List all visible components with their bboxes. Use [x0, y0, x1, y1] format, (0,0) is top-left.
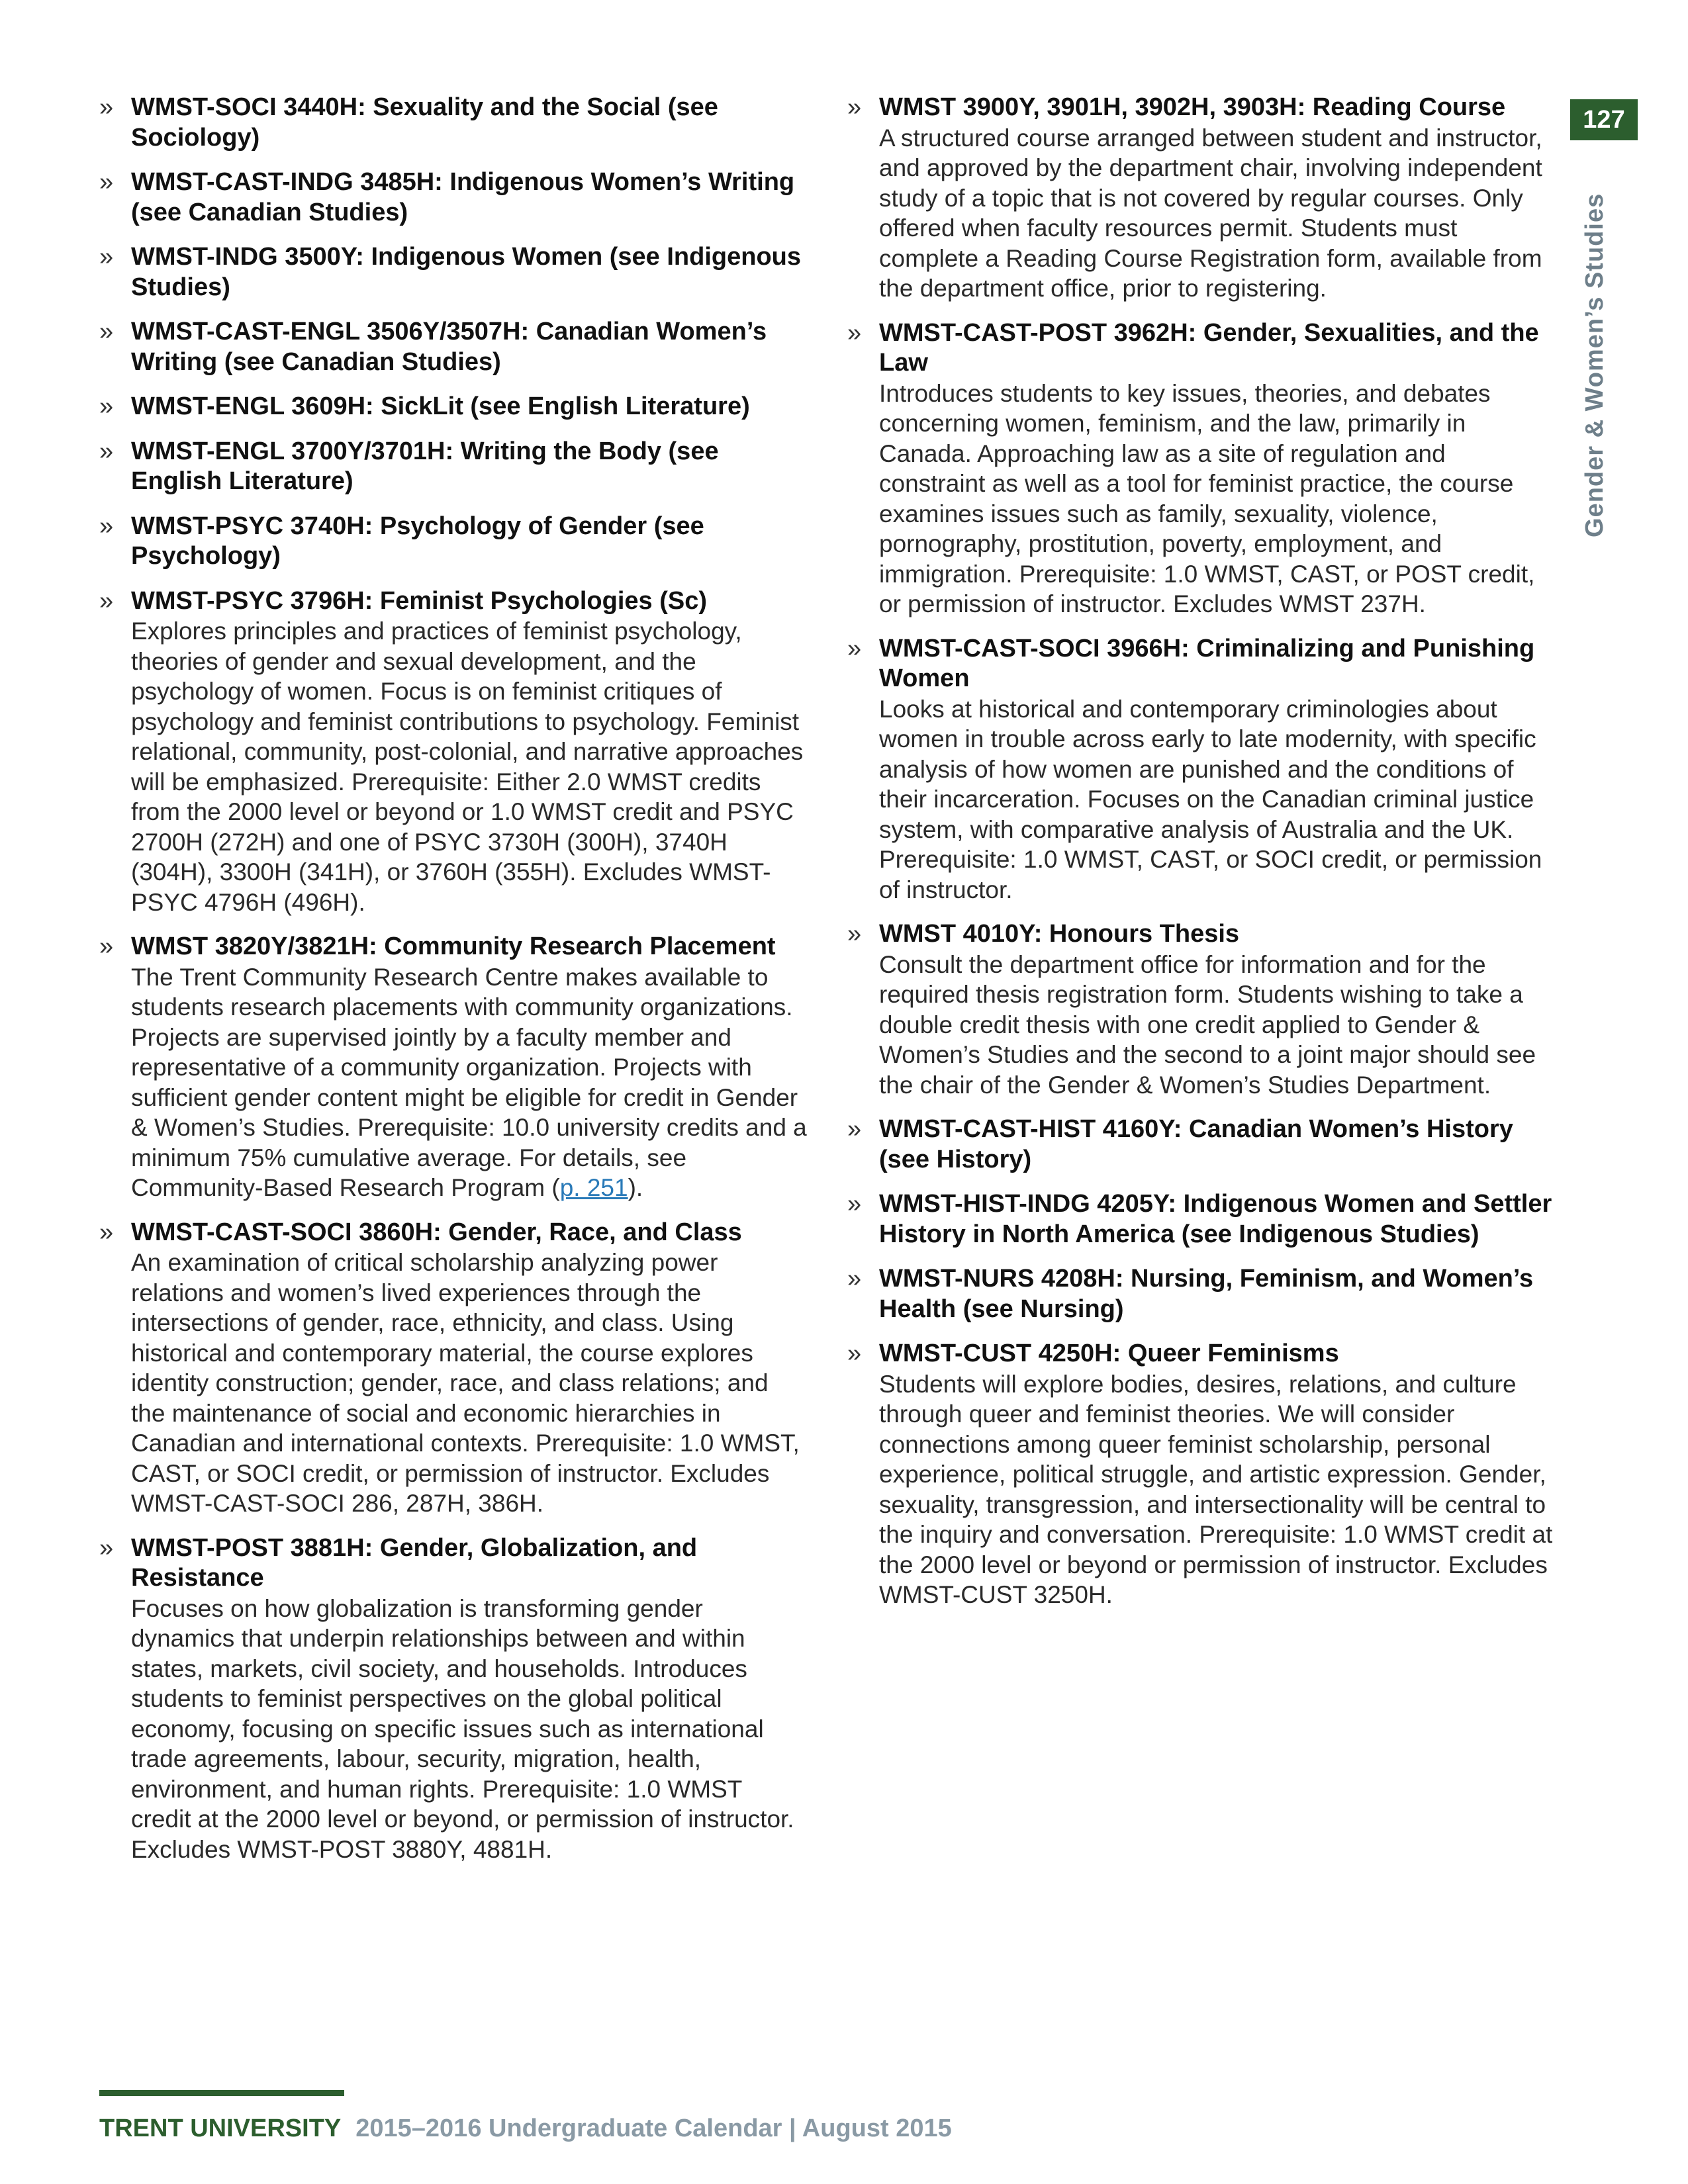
- course-entry: [99, 512, 808, 572]
- course-entry: [847, 634, 1556, 905]
- course-description: An examination of critical scholarship analyzing power relations and women’s lived experiences through the intersections of gender, race, ethnicity, and class. Using historical and contemporary material, the course explores identity construction; gender, race, and class relations; and the maintenance of social and economic hierarchies in Canadian and international contexts. Prerequisite: 1.0 WMST, CAST, or SOCI credit, or permission of instructor. Excludes WMST-CAST-SOCI 286, 287H, 386H.: [131, 1249, 800, 1517]
- bullet-glyph: »: [847, 634, 862, 662]
- bullet-glyph: »: [847, 1190, 862, 1218]
- course-entry: [847, 93, 1556, 304]
- course-title: WMST-CAST-SOCI 3860H: Gender, Race, and Class: [131, 1218, 742, 1246]
- bullet-glyph: »: [99, 1533, 114, 1562]
- course-description: Explores principles and practices of feminist psychology, theories of gender and sexual development, and the psychology of women. Focus is on feminist critiques of psychology and feminist contributions to psychology. Feminist relational, community, post-colonial, and narrative approaches will be emphasized. Prerequisite: Either 2.0 WMST credits from the 2000 level or beyond or 1.0 WMST credit and PSYC 2700H (272H) and one of PSYC 3730H (300H), 3740H (304H), 3300H (341H), or 3760H (355H). Excludes WMST-PSYC 4796H (496H).: [131, 617, 804, 916]
- course-title: WMST 4010Y: Honours Thesis: [879, 920, 1240, 948]
- course-entry: [99, 167, 808, 228]
- course-title: WMST-ENGL 3700Y/3701H: Writing the Body (see English Literature): [131, 437, 719, 495]
- bullet-glyph: »: [847, 1340, 862, 1367]
- course-title: WMST-INDG 3500Y: Indigenous Women (see Indigenous Studies): [131, 243, 802, 301]
- course-title: WMST-HIST-INDG 4205Y: Indigenous Women and Settler History in North America (see Indigenous Studies): [879, 1190, 1552, 1248]
- bullet-glyph: »: [847, 1115, 862, 1143]
- course-entry: [99, 437, 808, 497]
- course-entry: [99, 93, 808, 153]
- footer-rule: [99, 2090, 344, 2096]
- course-title: WMST-POST 3881H: Gender, Globalization, and Resistance: [131, 1533, 698, 1592]
- course-description: Consult the department office for information and for the required thesis registration form. Students wishing to take a double credit thesis with one credit applied to Gender & Women’s Studies and the second to a joint major should see the chair of the Gender & Women’s Studies Department.: [879, 950, 1536, 1099]
- course-entry: [99, 932, 808, 1203]
- course-entry: [847, 1115, 1556, 1175]
- description-end: ).: [628, 1174, 643, 1201]
- footer: [99, 2113, 952, 2144]
- course-entry: [847, 919, 1556, 1100]
- course-entry: [847, 1189, 1556, 1250]
- bullet-glyph: »: [99, 93, 114, 121]
- course-description: Introduces students to key issues, theories, and debates concerning women, feminism, and the law, primarily in Canada. Approaching law as a site of regulation and constraint as well as a tool for feminist practice, the course examines issues such as family, sexuality, violence, pornography, prostitution, poverty, employment, and immigration. Prerequisite: 1.0 WMST, CAST, or POST credit, or permission of instructor. Excludes WMST 237H.: [879, 379, 1535, 617]
- course-entry: [847, 1339, 1556, 1610]
- course-title: WMST 3820Y/3821H: Community Research Placement: [131, 933, 776, 960]
- right-column: [847, 93, 1556, 1625]
- bullet-glyph: »: [847, 93, 862, 121]
- footer-university: TRENT UNIVERSITY: [99, 2115, 342, 2142]
- course-description: A structured course arranged between student and instructor, and approved by the department chair, involving independent study of a topic that is not covered by regular courses. Only offered when faculty resources permit. Students must complete a Reading Course Registration form, available from the department office, prior to registering.: [879, 124, 1542, 302]
- course-title: WMST-CAST-ENGL 3506Y/3507H: Canadian Women’s Writing (see Canadian Studies): [131, 318, 767, 376]
- course-title: WMST-CUST 4250H: Queer Feminisms: [879, 1340, 1339, 1367]
- bullet-glyph: »: [99, 392, 114, 420]
- course-title: WMST-CAST-INDG 3485H: Indigenous Women’s Writing (see Canadian Studies): [131, 168, 795, 226]
- course-title: WMST 3900Y, 3901H, 3902H, 3903H: Reading Course: [879, 93, 1506, 121]
- bullet-glyph: »: [99, 933, 114, 960]
- bullet-glyph: »: [99, 512, 114, 540]
- course-entry: [99, 586, 808, 918]
- course-title: WMST-ENGL 3609H: SickLit (see English Literature): [131, 392, 750, 420]
- course-title: WMST-SOCI 3440H: Sexuality and the Social (see Sociology): [131, 93, 718, 152]
- course-entry: [847, 318, 1556, 619]
- course-title: WMST-NURS 4208H: Nursing, Feminism, and Women’s Health (see Nursing): [879, 1265, 1534, 1323]
- course-title: WMST-PSYC 3740H: Psychology of Gender (see Psychology): [131, 512, 704, 570]
- page-reference-link[interactable]: p. 251: [559, 1174, 628, 1201]
- course-title: WMST-CAST-POST 3962H: Gender, Sexualities, and the Law: [879, 318, 1539, 377]
- bullet-glyph: »: [99, 586, 114, 615]
- course-title: WMST-PSYC 3796H: Feminist Psychologies (Sc): [131, 586, 707, 615]
- course-description: Focuses on how globalization is transforming gender dynamics that underpin relationships between and within states, markets, civil society, and households. Introduces students to feminist perspectives on the global political economy, focusing on specific issues such as international trade agreements, labour, security, migration, health, environment, and human rights. Prerequisite: 1.0 WMST credit at the 2000 level or beyond, or permission of instructor. Excludes WMST-POST 3880Y, 4881H.: [131, 1594, 794, 1863]
- footer-calendar: 2015–2016 Undergraduate Calendar | August 2015: [355, 2115, 952, 2142]
- course-entry: [847, 1264, 1556, 1324]
- bullet-glyph: »: [99, 318, 114, 345]
- bullet-glyph: »: [99, 243, 114, 271]
- bullet-glyph: »: [847, 1265, 862, 1293]
- course-description: [131, 962, 808, 1203]
- course-description: Students will explore bodies, desires, relations, and culture through queer and feminist theories. We will consider connections among queer feminist scholarship, personal experience, political struggle, and artistic expression. Gender, sexuality, transgression, and intersectionality will be central to the inquiry and conversation. Prerequisite: 1.0 WMST credit at the 2000 level or beyond or permission of instructor. Excludes WMST-CUST 3250H.: [879, 1370, 1553, 1608]
- course-entry: [99, 392, 808, 422]
- section-side-label: Gender & Women’s Studies: [1581, 193, 1609, 537]
- bullet-glyph: »: [99, 1218, 114, 1246]
- left-column: [99, 93, 808, 1879]
- bullet-glyph: »: [847, 318, 862, 347]
- course-entry: [99, 1533, 808, 1865]
- course-entry: [99, 242, 808, 302]
- course-description: Looks at historical and contemporary criminologies about women in trouble across early to late modernity, with specific analysis of how women are punished and the conditions of their incarceration. Focuses on the Canadian criminal justice system, with comparative analysis of Australia and the UK. Prerequisite: 1.0 WMST, CAST, or SOCI credit, or permission of instructor.: [879, 695, 1542, 903]
- course-entry: [99, 1218, 808, 1519]
- course-title: WMST-CAST-HIST 4160Y: Canadian Women’s History (see History): [879, 1115, 1513, 1173]
- course-entry: [99, 317, 808, 377]
- bullet-glyph: »: [847, 920, 862, 948]
- bullet-glyph: »: [99, 168, 114, 196]
- description-text: The Trent Community Research Centre makes available to students research placements with community organizations. Projects are supervised jointly by a faculty member and representative of a community organization. Projects with sufficient gender content might be eligible for credit in Gender & Women’s Studies. Prerequisite: 10.0 university credits and a minimum 75% cumulative average. For details, see Community-Based Research Program (: [131, 963, 807, 1201]
- course-title: WMST-CAST-SOCI 3966H: Criminalizing and Punishing Women: [879, 634, 1535, 692]
- page-number-badge: 127: [1570, 99, 1638, 140]
- bullet-glyph: »: [99, 437, 114, 465]
